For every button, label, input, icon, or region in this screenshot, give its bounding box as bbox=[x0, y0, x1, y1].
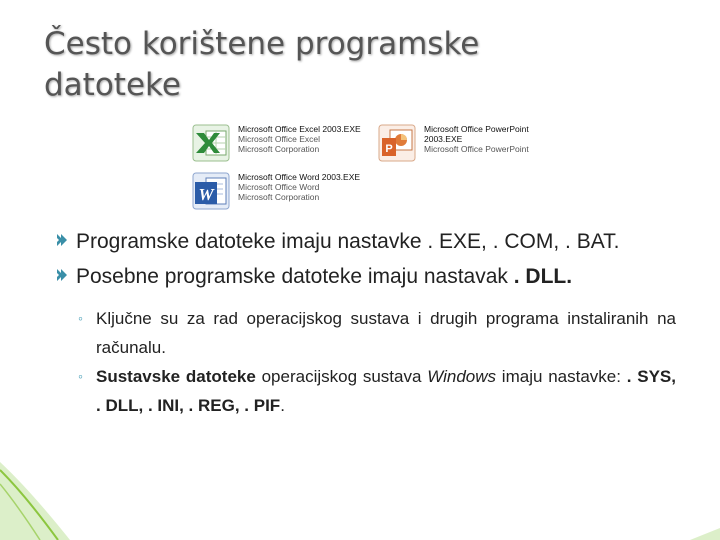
file-description: Microsoft Office Excel bbox=[238, 134, 321, 144]
bullet-arrow-icon bbox=[56, 233, 68, 247]
file-name: Microsoft Office Word 2003.EXE bbox=[238, 172, 361, 182]
powerpoint-file-meta bbox=[424, 124, 546, 154]
word-file-meta bbox=[238, 172, 360, 202]
file-icons-image bbox=[186, 116, 538, 212]
file-description: Microsoft Office PowerPoint bbox=[424, 144, 529, 154]
file-name: Microsoft Office PowerPoint 2003.EXE bbox=[424, 124, 529, 144]
subbullet-item bbox=[76, 362, 676, 420]
subbullet-circle-icon: ◦ bbox=[78, 310, 83, 326]
excel-file-meta bbox=[238, 124, 361, 154]
bullet-item bbox=[56, 224, 676, 259]
file-company: Microsoft Corporation bbox=[238, 192, 320, 202]
subbullet-text: Ključne su za rad operacijskog sustava i drugih programa instaliranih na računalu. bbox=[96, 309, 676, 357]
subbullet-windows-term: Windows bbox=[427, 367, 497, 386]
subbullet-text: imaju nastavke: bbox=[496, 367, 627, 386]
file-name: Microsoft Office Excel 2003.EXE bbox=[238, 124, 361, 134]
subbullet-text: . bbox=[280, 396, 285, 415]
bullet-text: Programske datoteke imaju nastavke . EXE, . COM, . BAT. bbox=[76, 230, 620, 253]
excel-icon bbox=[192, 124, 230, 162]
bullet-arrow-icon bbox=[56, 268, 68, 282]
subbullet-bold-term: Sustavske datoteke bbox=[96, 367, 256, 386]
file-entry-powerpoint bbox=[378, 124, 546, 162]
file-entry-excel bbox=[192, 124, 361, 162]
file-description: Microsoft Office Word bbox=[238, 182, 320, 192]
subbullet-text: operacijskog sustava bbox=[255, 367, 428, 386]
subbullet-item bbox=[76, 304, 676, 362]
slide-title: Često korištene programske datoteke bbox=[44, 26, 480, 103]
file-company: Microsoft Corporation bbox=[238, 144, 320, 154]
svg-text:W: W bbox=[198, 185, 214, 204]
bullet-item bbox=[56, 259, 676, 294]
powerpoint-icon bbox=[378, 124, 416, 162]
bullet-text: Posebne programske datoteke imaju nastavak bbox=[76, 265, 514, 288]
subbullet-extensions: . SYS, . DLL, . INI, . REG, . PIF bbox=[96, 367, 676, 415]
svg-text:P: P bbox=[385, 143, 393, 155]
subbullet-circle-icon: ◦ bbox=[78, 368, 83, 384]
word-icon bbox=[192, 172, 230, 210]
bullet-dll-extension: . DLL. bbox=[513, 265, 573, 288]
file-entry-word bbox=[192, 172, 360, 210]
bullet-list bbox=[56, 224, 676, 420]
decorative-corner bbox=[0, 440, 720, 540]
